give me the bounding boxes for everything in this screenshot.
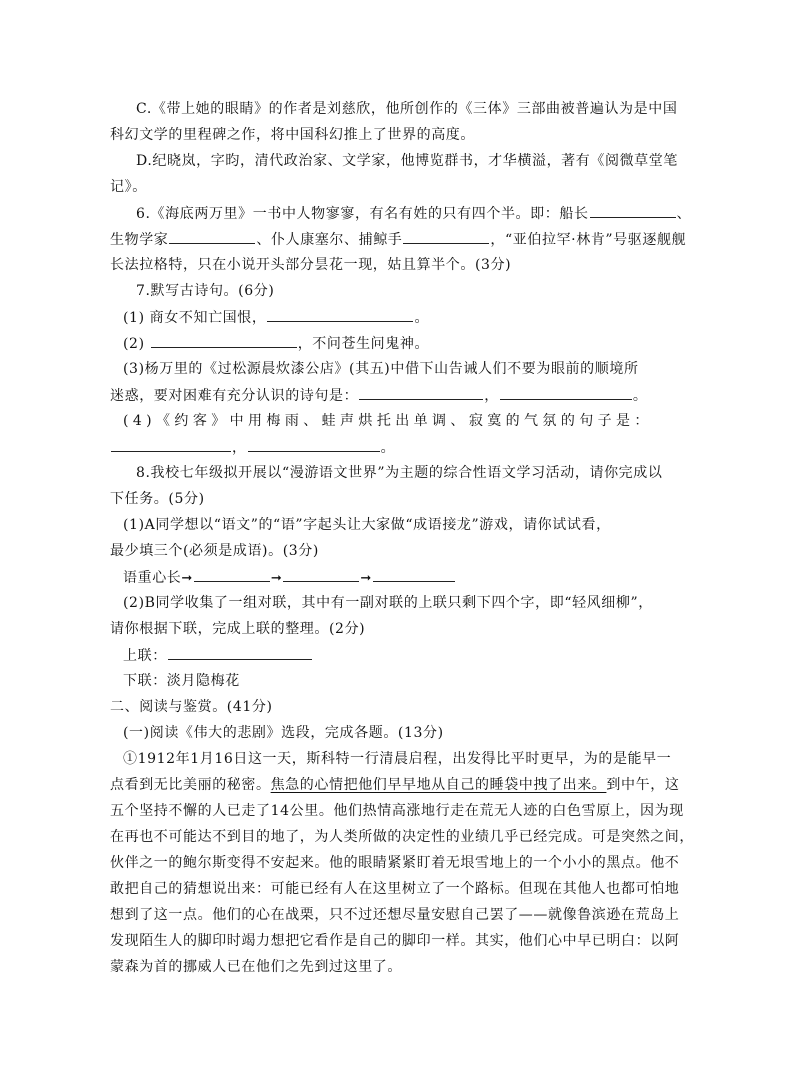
passage-line-7: 想到了这一点。他们的心在战栗，只不过还想尽量安慰自己罢了——就像鲁滨逊在荒岛上 xyxy=(110,907,680,923)
couplet-upper-blank[interactable] xyxy=(168,645,312,660)
q7-3-text: 迷惑，要对困难有充分认识的诗句是： xyxy=(110,388,359,404)
arrow-icon: ➞ xyxy=(181,571,193,586)
passage-line-2 xyxy=(110,775,679,795)
idiom-blank-2[interactable] xyxy=(283,567,359,582)
idiom-blank-1[interactable] xyxy=(194,567,270,582)
q7-3-blank-1[interactable] xyxy=(359,385,483,400)
q8-2-line-1: (2)B同学收集了一组对联，其中有一副对联的上联只剩下四个字，即“轻风细柳”， xyxy=(123,595,653,611)
q6-blank-captain[interactable] xyxy=(590,203,676,218)
arrow-icon: ➞ xyxy=(270,571,283,586)
q6-blank-biologist[interactable] xyxy=(169,229,255,244)
q7-item-3-line-2 xyxy=(110,385,647,406)
couplet-upper-label: 上联： xyxy=(123,648,167,664)
q8-line-2: 下任务。(5分) xyxy=(110,491,205,507)
q7-3-blank-2[interactable] xyxy=(500,385,632,400)
q6-text-biologist: 生物学家 xyxy=(110,232,169,248)
reading-1-title: (一)阅读《伟大的悲剧》选段，完成各题。(13分) xyxy=(123,725,444,741)
passage-line-8: 发现陌生人的脚印时竭力想把它看作是自己的脚印一样。其实，他们心中早已明白：以阿 xyxy=(110,933,680,949)
passage-text: 到中午，这 xyxy=(606,777,680,793)
q7-4-blank-1[interactable] xyxy=(111,437,231,452)
section-2-heading: 二、阅读与鉴赏。(41分) xyxy=(110,699,273,715)
q7-2-label: (2) xyxy=(123,336,150,352)
passage-text: 点看到无比美丽的秘密。 xyxy=(110,777,271,793)
q7-3-punct: 。 xyxy=(632,388,648,404)
q7-item-4-line-2 xyxy=(110,437,395,458)
couplet-upper xyxy=(123,645,313,666)
q6-line-3: 长法拉格特，只在小说开头部分昙花一现，姑且算半个。(3分) xyxy=(110,257,512,273)
q6-text-ship: ，“亚伯拉罕·林肯”号驱逐舰舰 xyxy=(490,232,687,248)
arrow-icon: ➞ xyxy=(360,571,372,586)
couplet-lower: 下联：淡月隐梅花 xyxy=(123,673,240,689)
q7-1-blank[interactable] xyxy=(267,307,413,322)
q6-line-1 xyxy=(136,203,691,224)
q7-title: 7.默写古诗句。(6分) xyxy=(136,283,275,299)
option-d-line-1: D.纪晓岚，字昀，清代政治家、文学家，他博览群书，才华横溢，著有《阅微草堂笔 xyxy=(136,153,678,169)
q8-2-line-2: 请你根据下联，完成上联的整理。(2分) xyxy=(110,621,366,637)
q7-2-blank[interactable] xyxy=(151,333,297,348)
q6-blank-harpooner[interactable] xyxy=(403,229,489,244)
q8-1-line-1: (1)A同学想以“语文”的“语”字起头让大家做“成语接龙”游戏，请你试试看， xyxy=(123,517,611,533)
q7-1-text: (1) 商女不知亡国恨， xyxy=(123,310,267,326)
q7-4-punct: 。 xyxy=(380,440,396,456)
q7-item-2 xyxy=(123,333,429,354)
passage-line-1: ①1912年1月16日这一天，斯科特一行清晨启程，出发得比平时更早，为的是能早一 xyxy=(123,751,672,767)
q7-4-comma: ， xyxy=(232,440,247,456)
passage-line-5: 伙伴之一的鲍尔斯变得不安起来。他的眼睛紧紧盯着无垠雪地上的一个小小的黑点。他不 xyxy=(110,855,680,871)
q7-item-1 xyxy=(123,307,429,328)
passage-line-9: 蒙森为首的挪威人已在他们之先到过这里了。 xyxy=(110,959,402,975)
q7-4-blank-2[interactable] xyxy=(248,437,380,452)
idiom-blank-3[interactable] xyxy=(373,567,455,582)
q7-1-punct: 。 xyxy=(414,310,430,326)
q6-text-servant: 、仆人康塞尔、捕鲸手 xyxy=(256,232,403,248)
passage-line-6: 敢把自己的猜想说出来：可能已经有人在这里树立了一个路标。但现在其他人也都可怕地 xyxy=(110,881,680,897)
q7-item-3-line-1: (3)杨万里的《过松源晨炊漆公店》(其五)中借下山告诫人们不要为眼前的顺境所 xyxy=(123,361,639,377)
option-d-line-2: 记》。 xyxy=(110,179,147,195)
passage-line-3: 五个坚持不懈的人已走了14公里。他们热情高涨地行走在荒无人迹的白色雪原上，因为现 xyxy=(110,803,684,819)
idiom-start: 语重心长 xyxy=(123,570,182,586)
option-c-line-1: C.《带上她的眼睛》的作者是刘慈欣，他所创作的《三体》三部曲被普遍认为是中国 xyxy=(136,101,678,117)
q6-text: 6.《海底两万里》一书中人物寥寥，有名有姓的只有四个半。即：船长 xyxy=(136,206,589,222)
underlined-sentence: 焦急的心情把他们早早地从自己的睡袋中拽了出来。 xyxy=(270,777,607,793)
q7-2-text: ，不问苍生问鬼神。 xyxy=(297,336,430,352)
q6-line-2 xyxy=(110,229,686,250)
idiom-chain xyxy=(123,567,456,589)
option-c-line-2: 科幻文学的里程碑之作，将中国科幻推上了世界的高度。 xyxy=(110,127,475,143)
q8-line-1: 8.我校七年级拟开展以“漫游语文世界”为主题的综合性语文学习活动，请你完成以 xyxy=(136,465,663,481)
passage-line-4: 在再也不可能达不到目的地了，为人类所做的决定性的业绩几乎已经完成。可是突然之间， xyxy=(110,829,694,845)
q7-3-comma: ， xyxy=(484,388,499,404)
q7-item-4-line-1: (4)《约客》中用梅雨、蛙声烘托出单调、寂寞的气氛的句子是： xyxy=(123,413,653,429)
q6-punct: 、 xyxy=(676,206,692,222)
q8-1-line-2: 最少填三个(必须是成语)。(3分) xyxy=(110,543,319,559)
